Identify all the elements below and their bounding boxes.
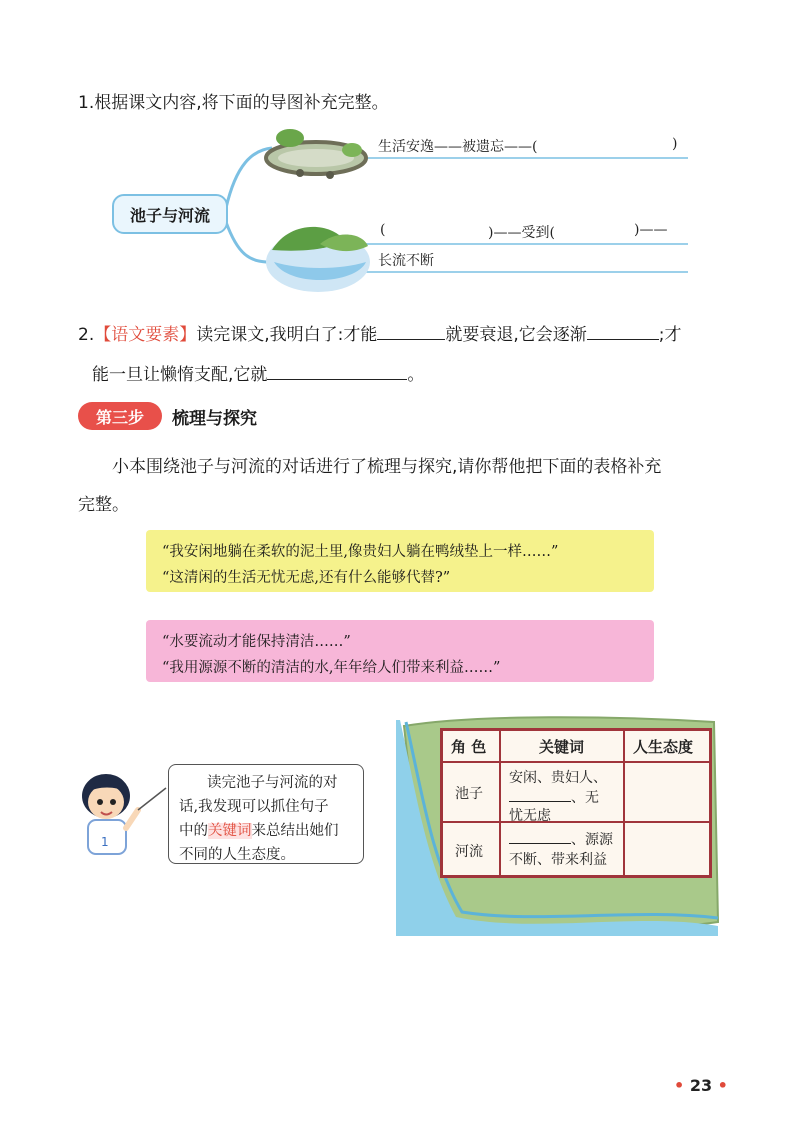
- header-role: 角 色: [451, 738, 487, 756]
- river-quote-1: “水要流动才能保持清洁……”: [162, 634, 351, 650]
- intro-line-1: 小本围绕池子与河流的对话进行了梳理与探究,请你帮他把下面的表格补充: [112, 457, 662, 477]
- svg-text:1: 1: [101, 835, 109, 849]
- answer-blank-1[interactable]: [377, 323, 445, 340]
- pond-keywords-2-text: 、无: [571, 790, 599, 806]
- question-2-text-c: ;才: [658, 325, 682, 345]
- step-title: 梳理与探究: [172, 409, 257, 429]
- pond-illustration-icon: [266, 129, 366, 179]
- question-2-text-d: 能一旦让懒惰支配,它就: [92, 365, 268, 385]
- question-2-number: 2.: [78, 325, 95, 345]
- mindmap-branch-2-open: (: [380, 222, 386, 238]
- page-dot-right: •: [717, 1076, 728, 1095]
- header-keywords: 关键词: [539, 738, 585, 756]
- header-attitude: 人生态度: [633, 738, 694, 756]
- mindmap-branch-2-line2: 长流不断: [378, 253, 434, 269]
- river-keyword-blank[interactable]: [509, 829, 571, 844]
- answer-blank-2[interactable]: [587, 323, 659, 340]
- pond-role: 池子: [455, 786, 483, 802]
- river-role: 河流: [455, 844, 483, 860]
- step-label: 第三步: [78, 402, 162, 430]
- page-number: [674, 1076, 728, 1095]
- pond-quote-2: “这清闲的生活无忧无虑,还有什么能够代替?”: [162, 570, 451, 586]
- boy-illustration-icon: [76, 768, 172, 860]
- river-keywords-2: 不断、带来利益: [509, 852, 607, 868]
- river-quote-box: [146, 620, 654, 682]
- question-2-text-e: 。: [407, 365, 425, 385]
- pond-attitude-blank[interactable]: [629, 767, 705, 817]
- bubble-line-2: 话,我发现可以抓住句子: [179, 799, 329, 815]
- keyword-highlight: 关键词: [208, 823, 252, 839]
- pond-keywords-3: 忧无虑: [509, 808, 551, 824]
- intro-line-2: 完整。: [78, 495, 129, 515]
- page-dot-left: •: [674, 1076, 685, 1095]
- river-keywords-1: [509, 829, 613, 849]
- mindmap-branch-1-text: 生活安逸——被遗忘——(: [378, 139, 538, 155]
- river-keywords-1-text: 、源源: [571, 832, 613, 848]
- pond-quote-1: “我安闲地躺在柔软的泥土里,像贵妇人躺在鸭绒垫上一样……”: [162, 544, 559, 560]
- question-2-line-1: [78, 320, 682, 345]
- analysis-table: [440, 728, 712, 878]
- answer-blank-3[interactable]: [267, 363, 407, 380]
- bubble-text-b: 来总结出她们: [251, 823, 339, 839]
- question-1: 1.根据课文内容,将下面的导图补充完整。: [78, 93, 389, 113]
- speech-bubble: [168, 764, 364, 864]
- mindmap-branch-2-end: )——: [634, 222, 668, 238]
- bubble-line-3: [179, 819, 353, 843]
- language-element-tag: 【语文要素】: [94, 325, 197, 345]
- question-2-text-b: 就要衰退,它会逐渐: [445, 325, 587, 345]
- bubble-line-1: 读完池子与河流的对: [207, 775, 338, 791]
- bubble-text-a: 中的: [179, 823, 208, 839]
- pond-quote-box: [146, 530, 654, 592]
- river-illustration-icon: [266, 227, 370, 292]
- pond-keyword-blank[interactable]: [509, 787, 571, 802]
- pond-keywords-1: 安闲、贵妇人、: [509, 770, 607, 786]
- bubble-line-4: 不同的人生态度。: [179, 847, 295, 863]
- river-quote-2: “我用源源不断的清洁的水,年年给人们带来利益……”: [162, 660, 501, 676]
- mindmap-center-node: 池子与河流: [112, 194, 228, 234]
- pond-keywords-2: [509, 787, 599, 807]
- question-2-line-2: [92, 360, 424, 385]
- mindmap-branch-2-mid: )——受到(: [488, 225, 555, 241]
- river-attitude-blank[interactable]: [629, 827, 705, 871]
- mindmap-graphic: [0, 0, 800, 320]
- question-2-text-a: 读完课文,我明白了:才能: [196, 325, 378, 345]
- mindmap-branch-1-close: ): [672, 136, 678, 152]
- page-number-value: 23: [689, 1076, 713, 1095]
